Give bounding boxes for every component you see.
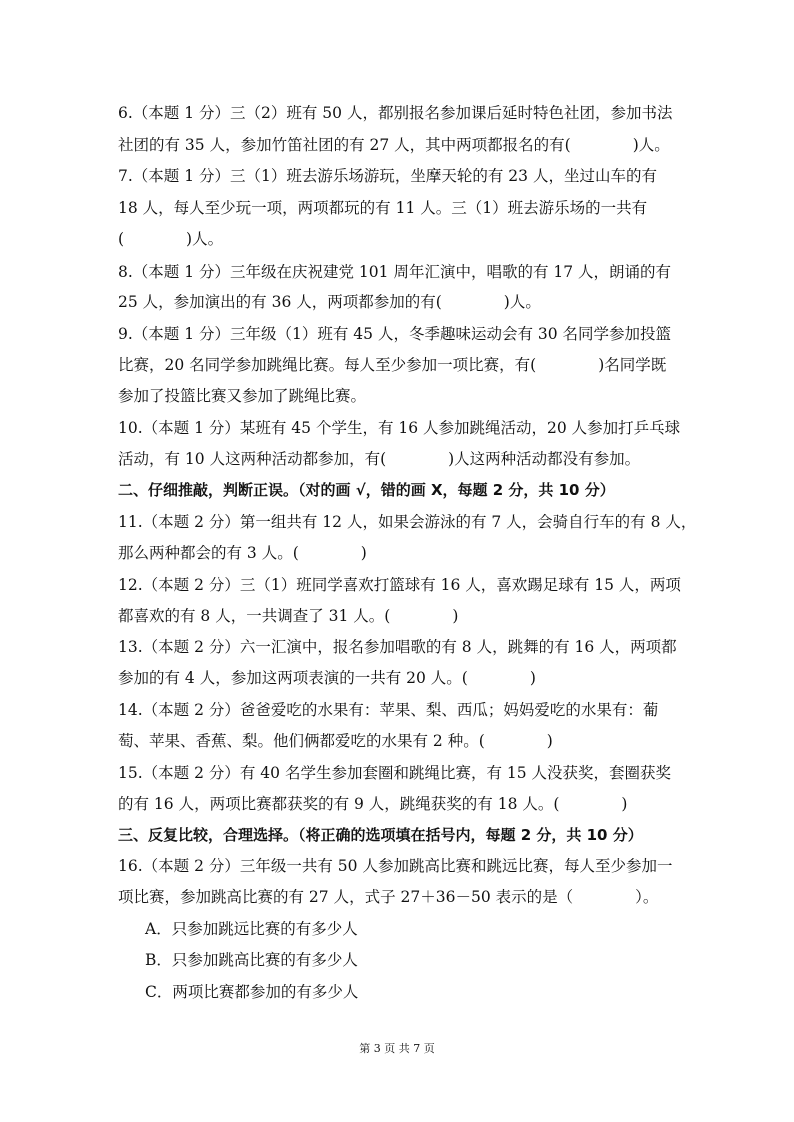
question-7-line-1: 7.（本题 1 分）三（1）班去游乐场游玩，坐摩天轮的有 23 人，坐过山车的有 bbox=[118, 167, 657, 185]
question-11-line-2: 那么两种都会的有 3 人。( ) bbox=[118, 544, 367, 562]
question-10-line-1: 10.（本题 1 分）某班有 45 个学生，有 16 人参加跳绳活动，20 人参加打乒乓球 bbox=[118, 419, 681, 437]
option-b: B．只参加跳高比赛的有多少人 bbox=[145, 951, 358, 969]
question-9-line-2: 比赛，20 名同学参加跳绳比赛。每人至少参加一项比赛，有( )名同学既 bbox=[118, 356, 667, 374]
question-9-line-3: 参加了投篮比赛又参加了跳绳比赛。 bbox=[118, 387, 367, 405]
question-7-line-2: 18 人，每人至少玩一项，两项都玩的有 11 人。三（1）班去游乐场的一共有 bbox=[118, 199, 648, 217]
question-8-line-1: 8.（本题 1 分）三年级在庆祝建党 101 周年汇演中，唱歌的有 17 人，朗诵的有 bbox=[118, 263, 672, 281]
question-9-line-1: 9.（本题 1 分）三年级（1）班有 45 人，冬季趣味运动会有 30 名同学参加投篮 bbox=[118, 325, 672, 343]
question-6-line-1: 6.（本题 1 分）三（2）班有 50 人，都别报名参加课后延时特色社团，参加书法 bbox=[118, 104, 673, 122]
question-12-line-1: 12.（本题 2 分）三（1）班同学喜欢打篮球有 16 人，喜欢踢足球有 15 人，两项 bbox=[118, 576, 681, 594]
question-8-line-2: 25 人，参加演出的有 36 人，两项都参加的有( )人。 bbox=[118, 293, 541, 311]
option-c: C．两项比赛都参加的有多少人 bbox=[145, 983, 359, 1001]
question-13-line-1: 13.（本题 2 分）六一汇演中，报名参加唱歌的有 8 人，跳舞的有 16 人，两项都 bbox=[118, 638, 677, 656]
question-13-line-2: 参加的有 4 人，参加这两项表演的一共有 20 人。( ) bbox=[118, 669, 536, 687]
question-14-line-2: 萄、苹果、香蕉、梨。他们俩都爱吃的水果有 2 种。( ) bbox=[118, 732, 553, 750]
question-10-line-2: 活动，有 10 人这两种活动都参加，有( )人这两种活动都没有参加。 bbox=[118, 450, 641, 468]
question-6-line-2: 社团的有 35 人，参加竹笛社团的有 27 人，其中两项都报名的有( )人。 bbox=[118, 136, 670, 154]
question-15-line-2: 的有 16 人，两项比赛都获奖的有 9 人，跳绳获奖的有 18 人。( ) bbox=[118, 795, 628, 813]
question-16-line-1: 16.（本题 2 分）三年级一共有 50 人参加跳高比赛和跳远比赛，每人至少参加一 bbox=[118, 857, 673, 875]
page-footer: 第 3 页 共 7 页 bbox=[359, 1042, 435, 1055]
question-14-line-1: 14.（本题 2 分）爸爸爱吃的水果有：苹果、梨、西瓜；妈妈爱吃的水果有：葡 bbox=[118, 701, 659, 719]
option-a: A．只参加跳远比赛的有多少人 bbox=[145, 920, 358, 938]
section-3-heading: 三、反复比较，合理选择。（将正确的选项填在括号内，每题 2 分，共 10 分） bbox=[118, 826, 643, 844]
question-15-line-1: 15.（本题 2 分）有 40 名学生参加套圈和跳绳比赛，有 15 人没获奖，套圈获奖 bbox=[118, 764, 672, 782]
question-7-line-3: ( )人。 bbox=[118, 230, 224, 248]
question-16-line-2: 项比赛，参加跳高比赛的有 27 人，式子 27＋36－50 表示的是（ ）。 bbox=[118, 888, 659, 906]
section-2-heading: 二、仔细推敲，判断正误。（对的画 √，错的画 X，每题 2 分，共 10 分） bbox=[118, 481, 615, 499]
question-11-line-1: 11.（本题 2 分）第一组共有 12 人，如果会游泳的有 7 人，会骑自行车的有 8 人， bbox=[118, 513, 697, 531]
question-12-line-2: 都喜欢的有 8 人，一共调查了 31 人。( ) bbox=[118, 607, 459, 625]
